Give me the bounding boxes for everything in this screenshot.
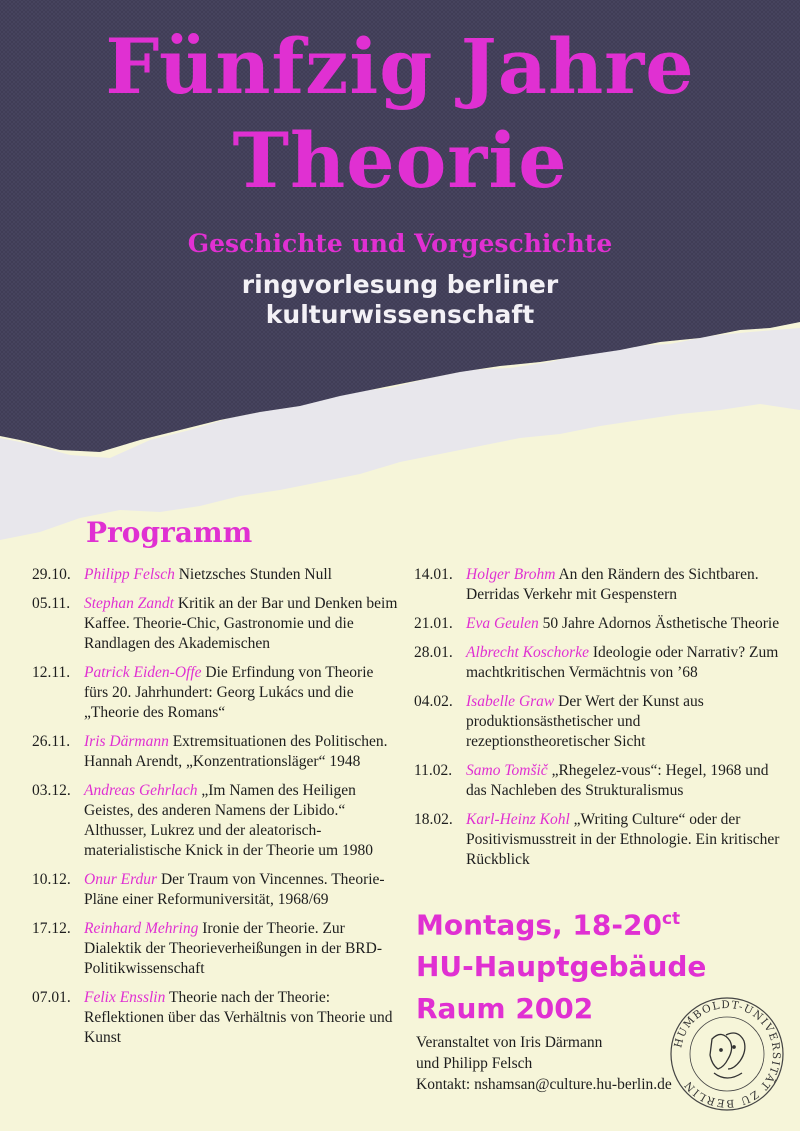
program-entry: [414, 614, 784, 634]
entry-body: [84, 919, 398, 979]
entry-speaker: Isabelle Graw: [466, 693, 555, 710]
entry-title: Kritik an der Bar und Denken beim Kaffee. Theorie-Chic, Gastronomie und die Randlagen des Akademischen: [84, 595, 398, 652]
venue-room: Raum 2002: [416, 992, 594, 1026]
entry-body: [84, 663, 398, 723]
entry-speaker: Eva Geulen: [466, 615, 539, 632]
entry-title: „Writing Culture“ oder der Positivismusstreit in der Ethnologie. Ein kritischer Rückblick: [466, 811, 780, 868]
humboldt-university-seal: [668, 995, 786, 1113]
program-entry: [32, 919, 398, 979]
entry-date: 14.01.: [414, 566, 453, 583]
poster-subtitle: Geschichte und Vorgeschichte: [187, 229, 613, 258]
entry-date: 07.01.: [32, 989, 71, 1006]
program-entry: [32, 663, 398, 723]
lecture-series-line-1: ringvorlesung berliner: [241, 270, 559, 299]
program-entry: [414, 692, 784, 752]
entry-speaker: Andreas Gehrlach: [84, 782, 198, 799]
program-entry: [32, 988, 398, 1048]
entry-speaker: Samo Tomšič: [466, 762, 548, 779]
entry-body: [84, 988, 398, 1048]
entry-date: 12.11.: [32, 664, 71, 681]
entry-body: [84, 781, 398, 861]
entry-body: [466, 614, 784, 634]
entry-speaker: Albrecht Koschorke: [466, 644, 589, 661]
entry-speaker: Felix Ensslin: [84, 989, 166, 1006]
entry-body: [84, 870, 398, 910]
schedule-time: [416, 898, 716, 946]
entry-date: 10.12.: [32, 871, 71, 888]
seal-text: [672, 999, 782, 1109]
seal-portraits-icon: [710, 1033, 745, 1078]
entry-title: Die Erfindung von Theorie fürs 20. Jahrhundert: Georg Lukács und die „Theorie des Romans“: [84, 664, 374, 721]
entry-body: [466, 643, 784, 683]
entry-body: [84, 594, 398, 654]
entry-body: [84, 732, 398, 772]
entry-speaker: Iris Därmann: [84, 733, 169, 750]
entry-body: [84, 565, 398, 585]
entry-speaker: Stephan Zandt: [84, 595, 174, 612]
entry-title: Extremsituationen des Politischen. Hannah Arendt, „Konzentrationsläger“ 1948: [84, 733, 388, 770]
program-entry: [414, 761, 784, 801]
entry-speaker: Holger Brohm: [466, 566, 556, 583]
entry-title: 50 Jahre Adornos Ästhetische Theorie: [542, 615, 780, 632]
entry-speaker: Onur Erdur: [84, 871, 158, 888]
program-column-left: [32, 565, 398, 1057]
entry-speaker: Reinhard Mehring: [84, 920, 199, 937]
entry-title: Ideologie oder Narrativ? Zum machtkritischen Vermächtnis von ’68: [466, 644, 779, 681]
program-entry: [32, 594, 398, 654]
program-entry: [32, 732, 398, 772]
entry-title: Der Traum von Vincennes. Theorie-Pläne einer Reformuniversität, 1968/69: [84, 871, 385, 908]
program-entry: [414, 643, 784, 683]
entry-body: [466, 761, 784, 801]
entry-date: 28.01.: [414, 644, 453, 661]
entry-speaker: Patrick Eiden-Offe: [84, 664, 202, 681]
program-entry: [414, 565, 784, 605]
entry-title: „Im Namen des Heiligen Geistes, des anderen Namens der Libido.“ Althusser, Lukrez und der aleatorisch-materialistische Knick in der Theorie um 1980: [84, 782, 373, 859]
entry-date: 17.12.: [32, 920, 71, 937]
poster-title-line-1: Fünfzig Jahre: [105, 22, 695, 111]
venue-building: HU-Hauptgebäude: [416, 950, 707, 984]
entry-date: 05.11.: [32, 595, 71, 612]
entry-date: 29.10.: [32, 566, 71, 583]
entry-date: 03.12.: [32, 782, 71, 799]
entry-title: Theorie nach der Theorie: Reflektionen über das Verhältnis von Theorie und Kunst: [84, 989, 393, 1046]
entry-date: 26.11.: [32, 733, 71, 750]
entry-title: Der Wert der Kunst aus produktionsästhetischer und rezeptionstheoretischer Sicht: [466, 693, 704, 750]
entry-body: [466, 565, 784, 605]
program-column-right: [414, 565, 784, 879]
program-entry: [32, 565, 398, 585]
entry-date: 04.02.: [414, 693, 453, 710]
entry-date: 18.02.: [414, 811, 453, 828]
schedule-time-text: Montags, 18-20: [416, 908, 662, 942]
entry-speaker: Karl-Heinz Kohl: [466, 811, 570, 828]
organizer-line-2: und Philipp Felsch: [416, 1055, 533, 1072]
schedule-time-suffix: ct: [661, 909, 681, 929]
entry-body: [466, 810, 784, 870]
seal-text-path: HUMBOLDT-UNIVERSITÄT ZU BERLIN: [672, 998, 783, 1110]
poster-title-line-2: Theorie: [232, 116, 568, 205]
entry-date: 11.02.: [414, 762, 453, 779]
entry-title: Nietzsches Stunden Null: [178, 566, 332, 583]
entry-date: 21.01.: [414, 615, 453, 632]
entry-speaker: Philipp Felsch: [84, 566, 175, 583]
contact-email: Kontakt: nshamsan@culture.hu-berlin.de: [416, 1076, 672, 1093]
entry-title: „Rhegelez-vous“: Hegel, 1968 und das Nachleben des Strukturalismus: [466, 762, 769, 799]
lecture-series-line-2: kulturwissenschaft: [265, 300, 535, 329]
entry-title: An den Rändern des Sichtbaren. Derridas Verkehr mit Gespenstern: [466, 566, 759, 603]
organizer-line-1: Veranstaltet von Iris Därmann: [416, 1034, 603, 1051]
program-entry: [32, 870, 398, 910]
program-entry: [414, 810, 784, 870]
program-entry: [32, 781, 398, 861]
entry-title: Ironie der Theorie. Zur Dialektik der Theorieverheißungen in der BRD-Politikwissenschaft: [84, 920, 382, 977]
programm-heading: Programm: [86, 516, 253, 549]
entry-body: [466, 692, 784, 752]
